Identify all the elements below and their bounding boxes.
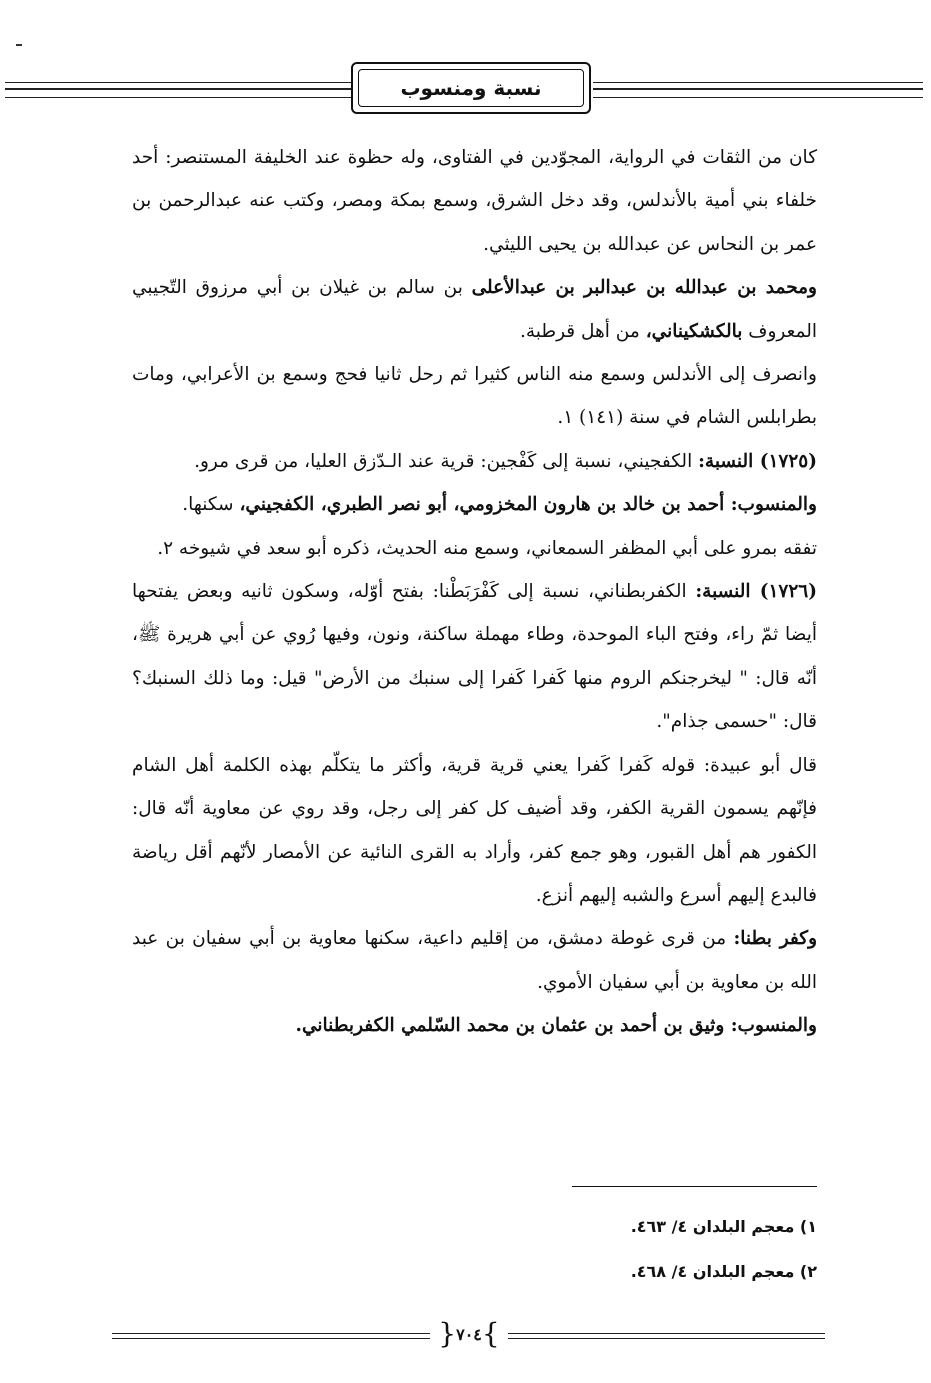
page-number-rule-left <box>112 1333 430 1339</box>
text-run: من أهل قرطبة. <box>519 320 646 342</box>
paragraph <box>132 527 817 570</box>
paragraph <box>132 440 817 483</box>
bold-text: بالكشكيناني، <box>645 320 743 342</box>
header-rule-left <box>5 82 351 98</box>
bold-text: والمنسوب: وثيق بن أحمد بن عثمان بن محمد السّلمي الكفربطناني. <box>295 1015 817 1037</box>
header-title-box <box>351 62 591 114</box>
page-number-rule-right <box>508 1333 825 1339</box>
page-number: ٧٠٤ <box>456 1324 482 1344</box>
brace-left: } <box>481 1317 500 1350</box>
paragraph <box>132 353 817 440</box>
paragraph <box>132 136 817 266</box>
text-run: من قرى غوطة دمشق، من إقليم داعية، سكنها معاوية بن أبي سفيان بن عبد الله بن معاوية بن أبي سفيان الأموي. <box>132 928 817 993</box>
text-run: كان من الثقات في الرواية، المجوّدين في الفتاوى، وله حظوة عند الخليفة المستنصر: أحد خلفاء بني أمية بالأندلس، وقد دخل الشرق، وسمع بمكة ومصر، وكتب عنه عبدالرحمن بن عمر بن النحاس عن عبدالله بن يحيى الليثي. <box>132 147 817 255</box>
paragraph <box>132 570 817 744</box>
bold-text: (١٧٢٦) النسبة: <box>695 581 817 603</box>
text-run: الكفجيني، نسبة إلى كَفْجين: قرية عند الـدّزق العليا، من قرى مرو. <box>194 450 699 472</box>
page-number-box <box>430 1318 508 1350</box>
text-run: قال أبو عبيدة: قوله كَفرا كَفرا يعني قرية قرية، وأكثر ما يتكلّم بهذه الكلمة أهل الشام فإنّهم يسمون القرية الكفر، وقد أضيف كل كفر إلى رجل، وقد روي عن معاوية أنّه قال: الكفور هم أهل القبور، وهو جمع كفر، وأراد به القرى النائية عن الأمصار لأنّهم أقل رياضة فالبدع إليهم أسرع والشبه إليهم أنزع. <box>132 754 817 906</box>
text-run: وانصرف إلى الأندلس وسمع منه الناس كثيرا ثم رحل ثانيا فحج وسمع بن الأعرابي، ومات بطرابلس الشام في سنة (١٤١) ١. <box>132 364 817 429</box>
main-text <box>132 136 817 1048</box>
paragraph <box>132 483 817 526</box>
margin-dash <box>16 44 22 46</box>
footnote-1: ١) معجم البلدان ٤/ ٤٦٣. <box>630 1217 817 1236</box>
bold-text: والمنسوب: أحمد بن خالد بن هارون المخزومي، أبو نصر الطبري، الكفجيني، <box>239 494 817 516</box>
bold-text: ومحمد بن عبدالله بن عبدالبر بن عبدالأعلى <box>471 277 817 299</box>
paragraph <box>132 744 817 918</box>
paragraph <box>132 1004 817 1047</box>
text-run: سكنها. <box>182 494 240 516</box>
text-run: تفقه بمرو على أبي المظفر السمعاني، وسمع منه الحديث، ذكره أبو سعد في شيوخه ٢. <box>157 537 817 559</box>
paragraph <box>132 266 817 353</box>
brace-right: { <box>438 1317 457 1350</box>
bold-text: (١٧٢٥) النسبة: <box>698 450 817 472</box>
footnote-2: ٢) معجم البلدان ٤/ ٤٦٨. <box>630 1262 817 1281</box>
paragraph <box>132 917 817 1004</box>
text-run: بن سالم بن غيلان بن أبي مرزوق التّجيبي المعروف <box>132 277 817 342</box>
text-run: الكفربطناني، نسبة إلى كَفْرَبَطْنا: بفتح أوّله، وسكون ثانيه وبعض يفتحها أيضا ثمّ راء، وفتح الباء الموحدة، وطاء مهملة ساكنة، ونون، وفيها رُوي عن أبي هريرة ﷺ، أنّه قال: " ليخرجنكم الروم منها كَفرا كَفرا إلى سنبك من الأرض" قيل: وما ذلك السنبك؟ قال: "حسمى جذام". <box>132 581 817 733</box>
bold-text: وكفر بطنا: <box>733 928 817 950</box>
footnote-separator <box>572 1186 817 1187</box>
header-rule-right <box>593 82 923 98</box>
page-header-title: نسبة ومنسوب <box>358 69 584 107</box>
footnotes <box>400 1204 817 1294</box>
